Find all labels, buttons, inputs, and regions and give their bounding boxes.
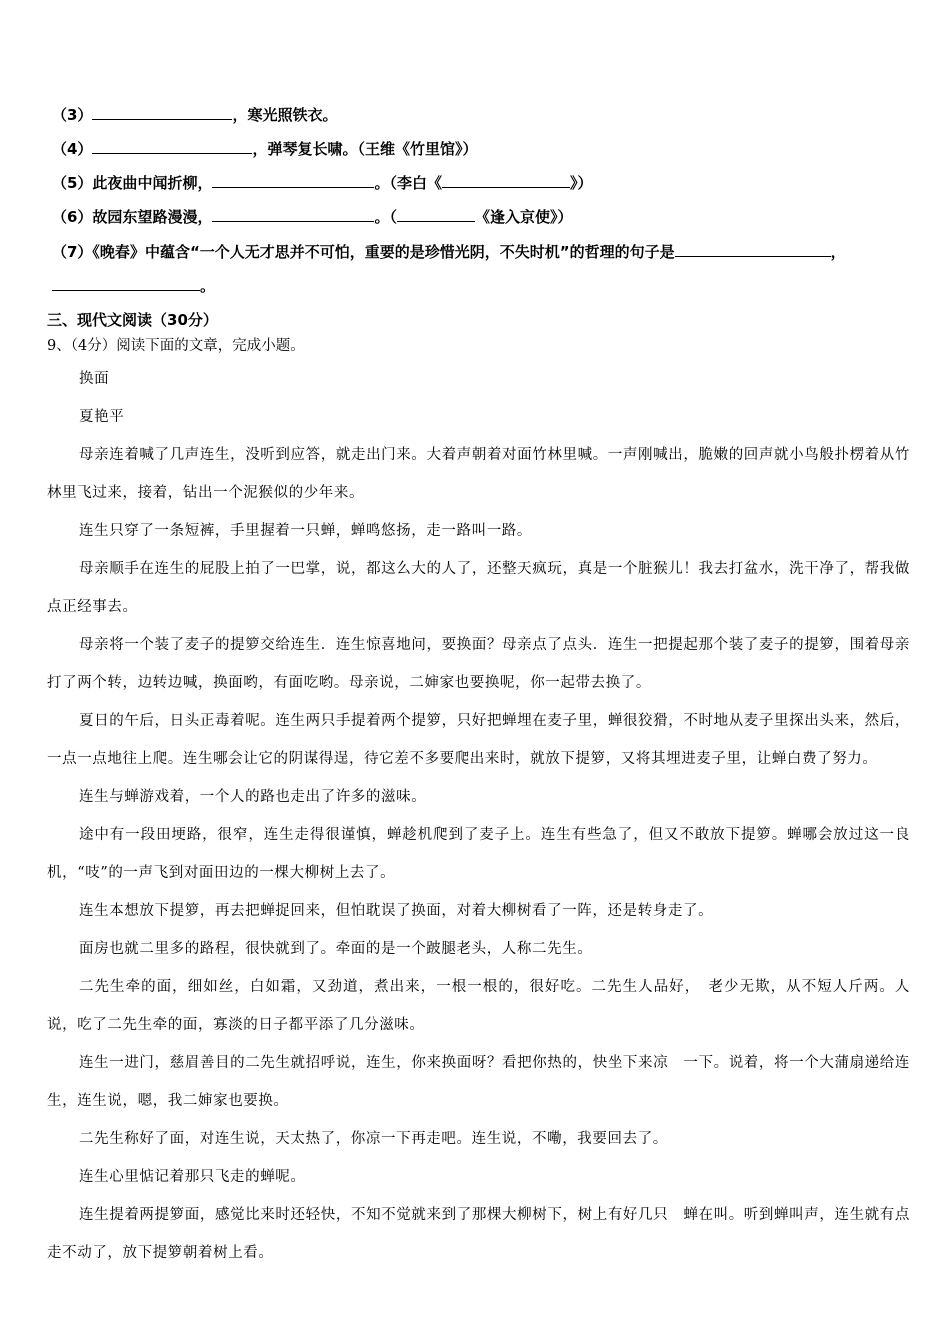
question-3: （3） ，寒光照铁衣。 <box>52 106 338 124</box>
answer-blank <box>92 104 232 120</box>
story-paragraph: 母亲将一个装了麦子的提箩交给连生．连生惊喜地问，要换面？母亲点了点头．连生一把提起那个装了麦子的提箩，围着母亲打了两个转，边转边喊，换面哟，有面吃哟。母亲说，二婶家也要换呢，你一起带去换了。 <box>47 637 910 691</box>
story-paragraph: 连生本想放下提箩，再去把蝉捉回来，但怕耽误了换面，对着大柳树看了一阵，还是转身走了。 <box>79 903 714 919</box>
question-5: （5）此夜曲中闻折柳， 。（李白《 》） <box>52 174 593 192</box>
answer-blank <box>442 172 570 188</box>
story-paragraph: 母亲连着喊了几声连生，没听到应答，就走出门来。大着声朝着对面竹林里喊。一声刚喊出，脆嫩的回声就小鸟般扑楞着从竹林里飞过来，接着，钻出一个泥猴似的少年来。 <box>47 447 910 501</box>
question-7-continued: 。 <box>52 275 910 296</box>
story-paragraph: 连生心里惦记着那只飞走的蝉呢。 <box>79 1169 306 1185</box>
answer-blank <box>212 172 374 188</box>
question-6: （6）故园东望路漫漫， 。（ 《逢入京使》） <box>52 208 573 226</box>
story-paragraph: 连生提着两提箩面，感觉比来时还轻快，不知不觉就来到了那棵大柳树下，树上有好几只 蝉在叫。听到蝉叫声，连生就有点走不动了，放下提箩朝着树上看。 <box>47 1207 910 1261</box>
story-paragraph: 面房也就二里多的路程，很快就到了。牵面的是一个跛腿老头，人称二先生。 <box>79 941 593 957</box>
story-title: 换面 <box>79 371 110 387</box>
question-4: （4） ，弹琴复长啸。（王维《竹里馆》） <box>52 140 478 158</box>
section-title: 三、现代文阅读（30分） <box>47 311 218 329</box>
story-author: 夏艳平 <box>79 409 125 425</box>
story-paragraph: 连生一进门，慈眉善目的二先生就招呼说，连生，你来换面呀？看把你热的，快坐下来凉 一下。说着，将一个大蒲扇递给连生，连生说，嗯，我二婶家也要换。 <box>47 1055 910 1109</box>
story-paragraph: 母亲顺手在连生的屁股上拍了一巴掌，说，都这么大的人了，还整天疯玩，真是一个脏猴儿！我去打盆水，洗干净了，帮我做点正经事去。 <box>47 561 910 615</box>
story-paragraph: 连生只穿了一条短裤，手里握着一只蝉，蝉鸣悠扬，走一路叫一路。 <box>79 523 532 539</box>
answer-blank <box>92 138 252 154</box>
question-9-intro: 9、（4分）阅读下面的文章，完成小题。 <box>47 338 305 354</box>
answer-blank <box>397 206 475 222</box>
story-paragraph: 夏日的午后，日头正毒着呢。连生两只手提着两个提箩，只好把蝉埋在麦子里，蝉很狡猾，不时地从麦子里探出头来，然后，一点一点地往上爬。连生哪会让它的阴谋得逞，待它差不多要爬出来时，就放下提箩，又将其埋进麦子里，让蝉白费了努力。 <box>47 713 910 767</box>
story-paragraph: 二先生称好了面，对连生说，天太热了，你凉一下再走吧。连生说，不嘞，我要回去了。 <box>79 1131 668 1147</box>
answer-blank <box>52 275 200 291</box>
story-paragraph: 二先生牵的面，细如丝，白如霜，又劲道，煮出来，一根一根的，很好吃。二先生人品好， 老少无欺，从不短人斤两。人说，吃了二先生牵的面，寡淡的日子都平添了几分滋味。 <box>47 979 910 1033</box>
story-paragraph: 连生与蝉游戏着，一个人的路也走出了许多的滋味。 <box>79 789 427 805</box>
story-paragraph: 途中有一段田埂路，很窄，连生走得很谨慎，蝉趁机爬到了麦子上。连生有些急了，但又不敢放下提箩。蝉哪会放过这一良机，“吱”的一声飞到对面田边的一棵大柳树上去了。 <box>47 827 910 881</box>
answer-blank <box>675 241 831 257</box>
question-7: （7）《晚春》中蕴含“一个人无才思并不可怕，重要的是珍惜光阴，不失时机”的哲理的句子是 ， <box>52 243 846 261</box>
answer-blank <box>212 206 374 222</box>
story <box>47 360 910 1272</box>
